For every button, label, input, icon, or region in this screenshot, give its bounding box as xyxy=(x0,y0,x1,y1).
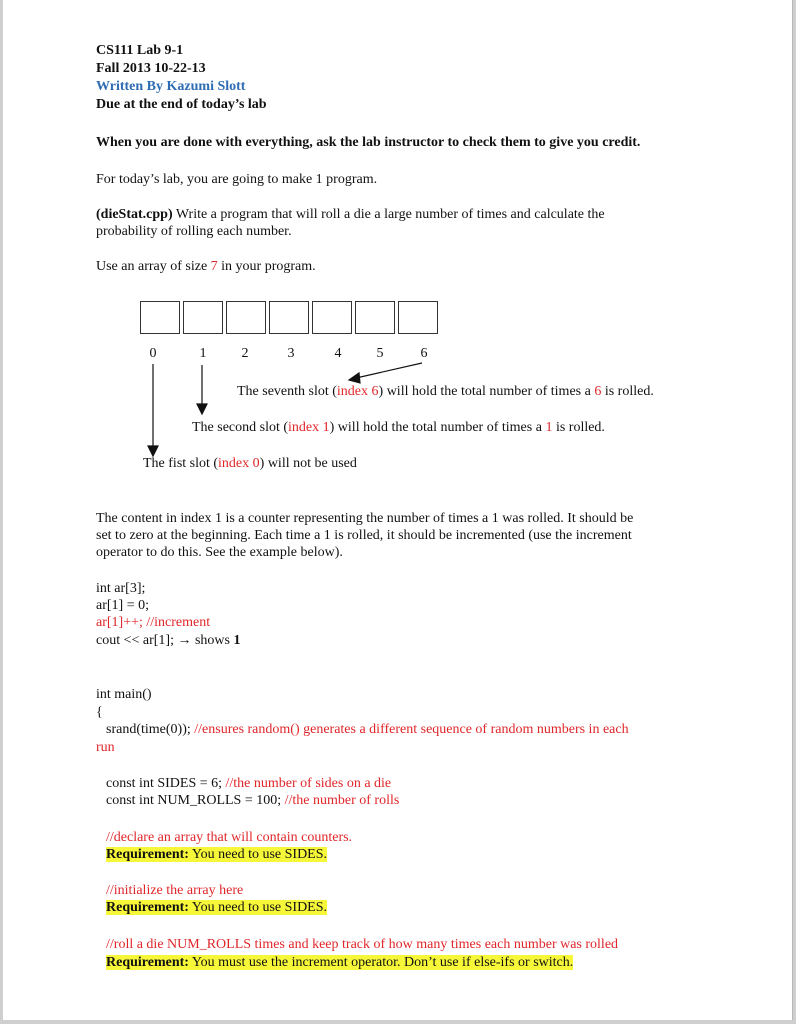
first-post: ) will not be used xyxy=(259,456,357,471)
code-sides-comment: //the number of sides on a die xyxy=(225,776,392,791)
code-declare-comment: //declare an array that will contain counters. xyxy=(106,830,353,845)
code-rolls-decl: const int NUM_ROLLS = 100; xyxy=(106,793,285,808)
second-post: is rolled. xyxy=(552,420,605,435)
array-size: 7 xyxy=(210,259,218,274)
second-mid: ) will hold the total number of times a xyxy=(329,420,546,435)
second-slot-text xyxy=(192,419,605,436)
program-name: (dieStat.cpp) xyxy=(96,207,173,222)
today-text: For today’s lab, you are going to make 1 program. xyxy=(96,172,378,187)
array-post: in your program. xyxy=(217,259,316,274)
index-label-5: 5 xyxy=(376,346,384,361)
seventh-index: index 6 xyxy=(336,384,379,399)
example-cout-value: 1 xyxy=(233,633,241,648)
seventh-num: 6 xyxy=(594,384,602,399)
code-roll-comment: //roll a die NUM_ROLLS times and keep track of how many times each number was rolled xyxy=(106,937,619,952)
explanation-line-1: The content in index 1 is a counter representing the number of times a 1 was rolled. It should be xyxy=(96,511,634,526)
requirement-1 xyxy=(106,846,327,863)
requirement-2-label: Requirement: xyxy=(106,900,189,915)
requirement-3-text: You must use the increment operator. Don’t use if else-ifs or switch. xyxy=(188,955,574,970)
code-rolls xyxy=(106,792,399,809)
diagram-arrows xyxy=(3,0,793,480)
requirement-1-text: You need to use SIDES. xyxy=(188,847,328,862)
example-decl: int ar[3]; xyxy=(96,581,146,596)
array-pre: Use an array of size xyxy=(96,259,211,274)
requirement-3-label: Requirement: xyxy=(106,955,189,970)
code-init-comment: //initialize the array here xyxy=(106,883,244,898)
example-cout-text: cout << ar[1]; → shows xyxy=(96,633,234,648)
arrow-head-index-1 xyxy=(197,404,207,414)
index-label-0: 0 xyxy=(149,346,157,361)
example-assign: ar[1] = 0; xyxy=(96,598,149,613)
course-title: CS111 Lab 9-1 xyxy=(96,43,184,58)
index-label-6: 6 xyxy=(420,346,428,361)
code-srand-comment-2: run xyxy=(96,740,115,755)
explanation-line-2: set to zero at the beginning. Each time a 1 is rolled, it should be incremented (use the increment xyxy=(96,528,632,543)
first-slot-text xyxy=(143,455,357,472)
program-desc-1: Write a program that will roll a die a large number of times and calculate the xyxy=(172,207,605,222)
explanation-line-3: operator to do this. See the example below). xyxy=(96,545,343,560)
second-num: 1 xyxy=(545,420,553,435)
first-pre: The fist slot ( xyxy=(143,456,219,471)
requirement-2 xyxy=(106,899,327,916)
code-srand-comment: //ensures random() generates a different sequence of random numbers in each xyxy=(194,722,629,737)
index-label-4: 4 xyxy=(334,346,342,361)
term-line: Fall 2013 10-22-13 xyxy=(96,61,206,76)
second-pre: The second slot ( xyxy=(192,420,289,435)
code-brace: { xyxy=(96,705,103,720)
code-sides xyxy=(106,775,391,792)
second-index: index 1 xyxy=(288,420,330,435)
seventh-pre: The seventh slot ( xyxy=(237,384,337,399)
code-srand-call: srand(time(0)); xyxy=(106,722,195,737)
requirement-1-label: Requirement: xyxy=(106,847,189,862)
arrow-index-6 xyxy=(356,363,422,378)
code-main: int main() xyxy=(96,687,152,702)
arrow-head-index-6 xyxy=(349,373,360,383)
code-srand xyxy=(106,721,629,738)
index-label-3: 3 xyxy=(287,346,295,361)
program-desc-line-2: probability of rolling each number. xyxy=(96,224,292,239)
due-line: Due at the end of today’s lab xyxy=(96,97,267,112)
seventh-slot-text xyxy=(237,383,654,400)
example-increment: ar[1]++; //increment xyxy=(96,615,211,630)
index-label-1: 1 xyxy=(199,346,207,361)
code-sides-decl: const int SIDES = 6; xyxy=(106,776,226,791)
index-label-2: 2 xyxy=(241,346,249,361)
seventh-mid: ) will hold the total number of times a xyxy=(378,384,595,399)
code-rolls-comment: //the number of rolls xyxy=(284,793,400,808)
requirement-2-text: You need to use SIDES. xyxy=(188,900,328,915)
author-line: Written By Kazumi Slott xyxy=(96,79,246,94)
first-index: index 0 xyxy=(218,456,260,471)
document-page xyxy=(3,0,793,1020)
seventh-post: is rolled. xyxy=(601,384,654,399)
instruction-text: When you are done with everything, ask the lab instructor to check them to give you credit. xyxy=(96,135,641,150)
requirement-3 xyxy=(106,954,573,971)
example-cout xyxy=(96,632,241,649)
